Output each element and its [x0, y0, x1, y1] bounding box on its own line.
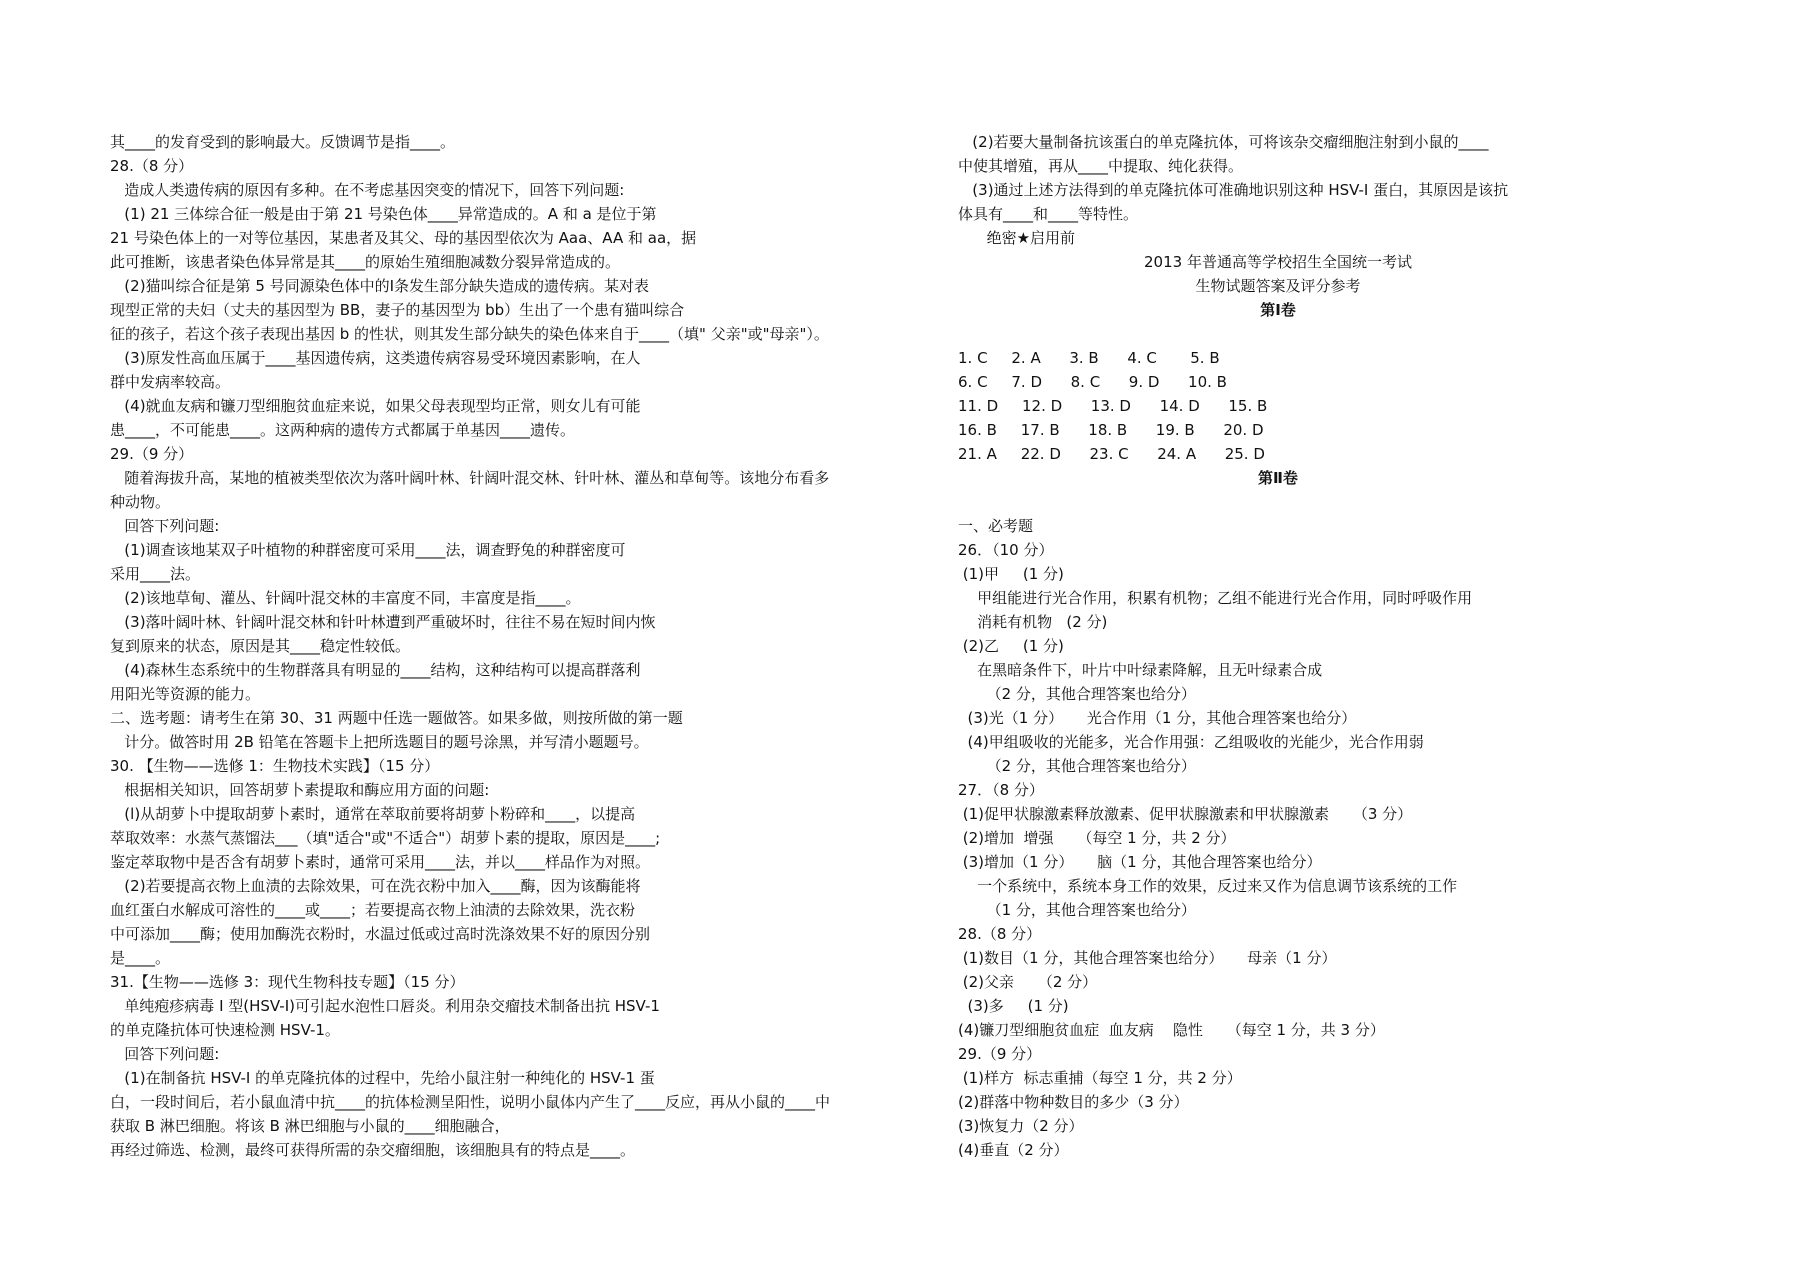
text-line: 种动物。	[110, 493, 171, 511]
text-line: (4)森林生态系统中的生物群落具有明显的____结构，这种结构可以提高群落利	[110, 661, 641, 679]
text-line: 采用____法。	[110, 565, 201, 583]
text-line: (2)群落中物种数目的多少（3 分）	[958, 1093, 1189, 1111]
text-line: (1) 21 三体综合征一般是由于第 21 号染色体____异常造成的。A 和 a 是位于第	[110, 205, 657, 223]
text-line: 回答下列问题:	[110, 1045, 220, 1063]
text-line: 复到原来的状态，原因是其____稳定性较低。	[110, 637, 411, 655]
text-line: (2)若要提高衣物上血渍的去除效果，可在洗衣粉中加入____酶，因为该酶能将	[110, 877, 641, 895]
answer-row: 11. D 12. D 13. D 14. D 15. B	[958, 397, 1268, 415]
text-line: 白，一段时间后，若小鼠血清中抗____的抗体检测呈阳性，说明小鼠体内产生了____反应，再从小鼠的____中	[110, 1093, 831, 1111]
text-line: (3)通过上述方法得到的单克隆抗体可准确地识别这种 HSV-I 蛋白，其原因是该抗	[958, 181, 1509, 199]
part-one-heading: 第Ⅰ卷	[1260, 301, 1296, 319]
text-line: 30. 【生物——选修 1：生物技术实践】（15 分）	[110, 757, 440, 775]
text-line: (1)甲 (1 分)	[958, 565, 1064, 583]
text-line: (1)在制备抗 HSV-I 的单克隆抗体的过程中，先给小鼠注射一种纯化的 HSV-1 蛋	[110, 1069, 655, 1087]
text-line: 回答下列问题:	[110, 517, 220, 535]
text-line: 征的孩子，若这个孩子表现出基因 b 的性状，则其发生部分缺失的染色体来自于____（填" 父亲"或"母亲"）。	[110, 325, 829, 343]
text-line: (3)落叶阔叶林、针阔叶混交林和针叶林遭到严重破坏时，往往不易在短时间内恢	[110, 613, 656, 631]
text-line: 是____。	[110, 949, 171, 967]
text-line: (2)猫叫综合征是第 5 号同源染色体中的Ⅰ条发生部分缺失造成的遗传病。某对表	[110, 277, 650, 295]
text-line: 萃取效率：水蒸气蒸馏法___（填"适合"或"不适合"）胡萝卜素的提取，原因是____;	[110, 829, 661, 847]
answer-subtitle: 生物试题答案及评分参考	[1195, 277, 1361, 295]
text-line: 造成人类遗传病的原因有多种。在不考虑基因突变的情况下，回答下列问题:	[110, 181, 625, 199]
answer-row: 6. C 7. D 8. C 9. D 10. B	[958, 373, 1227, 391]
text-line: 此可推断，该患者染色体异常是其____的原始生殖细胞减数分裂异常造成的。	[110, 253, 621, 271]
text-line: 28.（8 分）	[110, 157, 194, 175]
left-column	[110, 130, 910, 1162]
text-line: （2 分，其他合理答案也给分）	[958, 757, 1196, 775]
text-line: (3)增加（1 分） 脑（1 分，其他合理答案也给分）	[958, 853, 1322, 871]
text-line: 中可添加____酶；使用加酶洗衣粉时，水温过低或过高时洗涤效果不好的原因分别	[110, 925, 651, 943]
spacer	[958, 490, 1598, 514]
text-line: (3)恢复力（2 分）	[958, 1117, 1084, 1135]
text-line: 29.（9 分）	[110, 445, 194, 463]
text-line: 在黑暗条件下，叶片中叶绿素降解，且无叶绿素合成	[958, 661, 1323, 679]
text-line: 单纯疱疹病毒 I 型(HSV-I)可引起水泡性口唇炎。利用杂交瘤技术制备出抗 HSV-1	[110, 997, 660, 1015]
text-line: 体具有____和____等特性。	[958, 205, 1139, 223]
text-line: 获取 B 淋巴细胞。将该 B 淋巴细胞与小鼠的____细胞融合，	[110, 1117, 510, 1135]
answer-row: 1. C 2. A 3. B 4. C 5. B	[958, 349, 1220, 367]
text-line: 患____，不可能患____。这两种病的遗传方式都属于单基因____遗传。	[110, 421, 576, 439]
answer-row: 21. A 22. D 23. C 24. A 25. D	[958, 445, 1265, 463]
text-line: 甲组能进行光合作用，积累有机物；乙组不能进行光合作用，同时呼吸作用	[958, 589, 1473, 607]
text-line: (4)甲组吸收的光能多，光合作用强：乙组吸收的光能少，光合作用弱	[958, 733, 1424, 751]
text-line: 计分。做答时用 2B 铅笔在答题卡上把所选题目的题号涂黑，并写清小题题号。	[110, 733, 649, 751]
text-line: (1)促甲状腺激素释放激素、促甲状腺激素和甲状腺激素 （3 分）	[958, 805, 1413, 823]
text-line: 用阳光等资源的能力。	[110, 685, 261, 703]
text-line: 的单克隆抗体可快速检测 HSV-1。	[110, 1021, 340, 1039]
text-line: 28.（8 分）	[958, 925, 1042, 943]
answer-row: 16. B 17. B 18. B 19. B 20. D	[958, 421, 1264, 439]
text-line: 鉴定萃取物中是否含有胡萝卜素时，通常可采用____法，并以____样品作为对照。	[110, 853, 651, 871]
confidential-label: 绝密★启用前	[958, 229, 1076, 247]
text-line: 一个系统中，系统本身工作的效果，反过来又作为信息调节该系统的工作	[958, 877, 1458, 895]
spacer	[958, 322, 1598, 346]
text-line: 26．（10 分）	[958, 541, 1054, 559]
text-line: 31.【生物——选修 3：现代生物科技专题】（15 分）	[110, 973, 465, 991]
text-line: (l)从胡萝卜中提取胡萝卜素时，通常在萃取前要将胡萝卜粉碎和____，以提高	[110, 805, 636, 823]
text-line: (4)垂直（2 分）	[958, 1141, 1069, 1159]
text-line: 现型正常的夫妇（丈夫的基因型为 BB，妻子的基因型为 bb）生出了一个患有猫叫综合	[110, 301, 685, 319]
text-line: （2 分，其他合理答案也给分）	[958, 685, 1196, 703]
text-line: 21 号染色体上的一对等位基因，某患者及其父、母的基因型依次为 Aaa、AA 和 aa，据	[110, 229, 697, 247]
text-line: 一、必考题	[958, 517, 1034, 535]
text-line: （1 分，其他合理答案也给分）	[958, 901, 1196, 919]
text-line: (2)若要大量制备抗该蛋白的单克隆抗体，可将该杂交瘤细胞注射到小鼠的____	[958, 133, 1489, 151]
text-line: (1)调查该地某双子叶植物的种群密度可采用____法，调查野兔的种群密度可	[110, 541, 626, 559]
part-two-heading: 第Ⅱ卷	[1258, 469, 1298, 487]
text-line: (3)原发性高血压属于____基因遗传病，这类遗传病容易受环境因素影响，在人	[110, 349, 641, 367]
text-line: (3)光（1 分） 光合作用（1 分，其他合理答案也给分）	[958, 709, 1357, 727]
text-line: 二、选考题：请考生在第 30、31 两题中任选一题做答。如果多做，则按所做的第一题	[110, 709, 683, 727]
right-column	[958, 130, 1598, 1162]
text-line: (1)数目（1 分，其他合理答案也给分） 母亲（1 分）	[958, 949, 1337, 967]
text-line: 中使其增殖，再从____中提取、纯化获得。	[958, 157, 1244, 175]
text-line: (3)多 (1 分)	[958, 997, 1069, 1015]
text-line: 随着海拔升高，某地的植被类型依次为落叶阔叶林、针阔叶混交林、针叶林、灌丛和草甸等。该地分布看多	[110, 469, 830, 487]
text-line: (2)父亲 （2 分）	[958, 973, 1098, 991]
text-line: 再经过筛选、检测，最终可获得所需的杂交瘤细胞，该细胞具有的特点是____。	[110, 1141, 636, 1159]
text-line: (2)该地草甸、灌丛、针阔叶混交林的丰富度不同，丰富度是指____。	[110, 589, 581, 607]
text-line: (4)镰刀型细胞贫血症 血友病 隐性 （每空 1 分，共 3 分）	[958, 1021, 1385, 1039]
text-line: 消耗有机物 (2 分)	[958, 613, 1108, 631]
text-line: (4)就血友病和镰刀型细胞贫血症来说，如果父母表现型均正常，则女儿有可能	[110, 397, 641, 415]
text-line: (1)样方 标志重捕（每空 1 分，共 2 分）	[958, 1069, 1242, 1087]
text-line: 29.（9 分）	[958, 1045, 1042, 1063]
text-line: 血红蛋白水解成可溶性的____或____；若要提高衣物上油渍的去除效果，洗衣粉	[110, 901, 636, 919]
text-line: 其____的发育受到的影响最大。反馈调节是指____。	[110, 133, 456, 151]
text-line: 27．（8 分）	[958, 781, 1044, 799]
text-line: 根据相关知识，回答胡萝卜素提取和酶应用方面的问题:	[110, 781, 490, 799]
answer-title: 2013 年普通高等学校招生全国统一考试	[1144, 253, 1412, 271]
text-line: 群中发病率较高。	[110, 373, 231, 391]
text-line: (2)增加 增强 （每空 1 分，共 2 分）	[958, 829, 1236, 847]
text-line: (2)乙 (1 分)	[958, 637, 1064, 655]
